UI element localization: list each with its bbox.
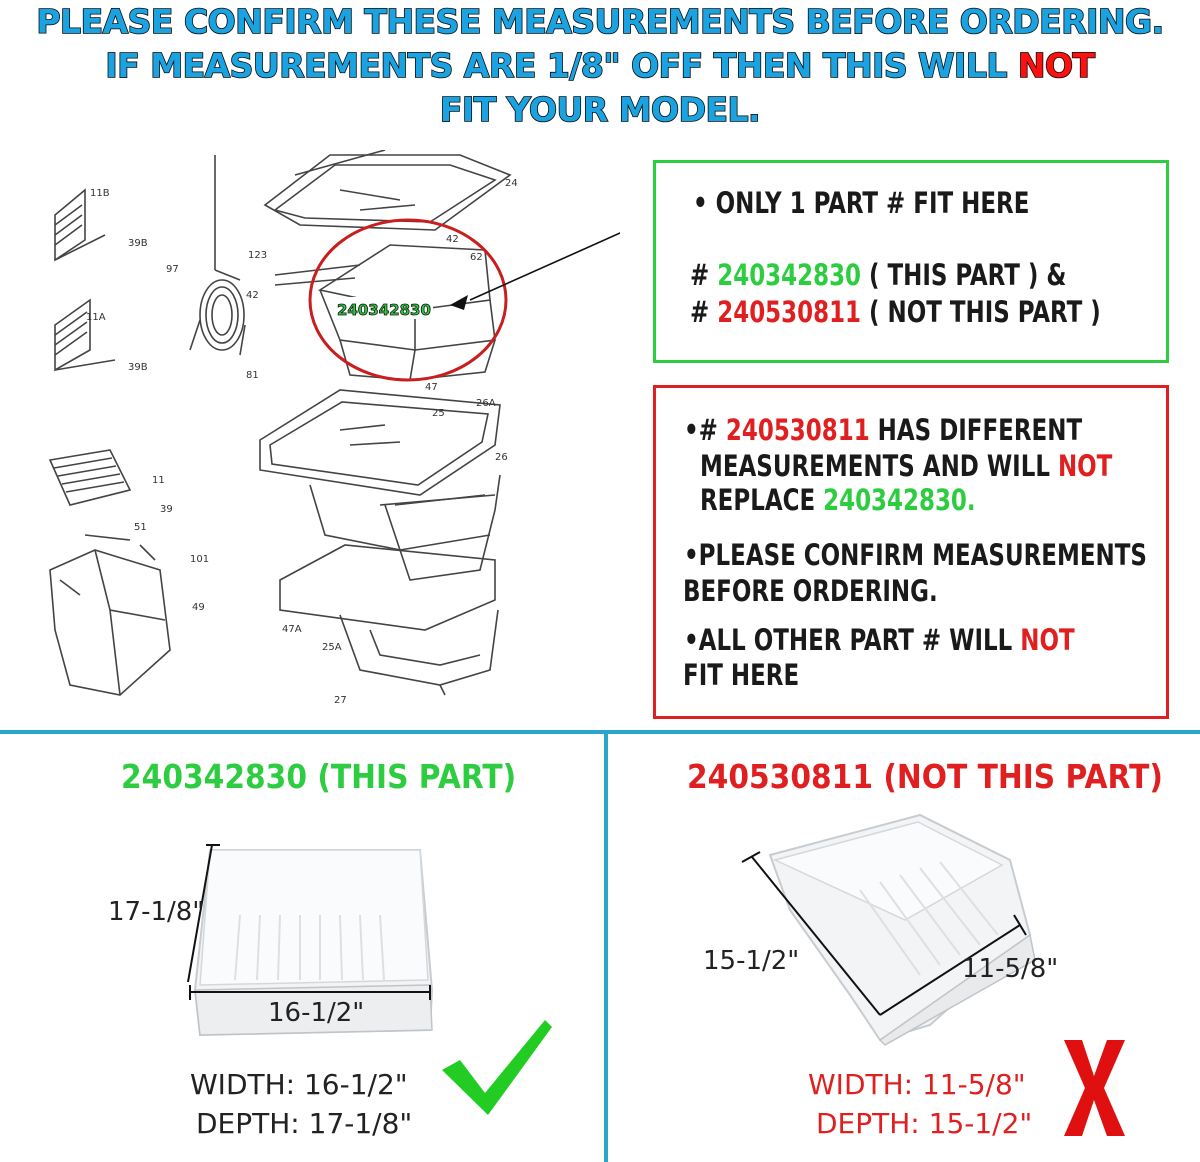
svg-text:101: 101 <box>190 554 210 565</box>
svg-text:51: 51 <box>134 522 147 533</box>
svg-text:81: 81 <box>246 370 259 381</box>
not-this-part-depth-text: DEPTH: 15-1/2" <box>816 1107 1033 1140</box>
svg-text:39B: 39B <box>128 362 148 373</box>
warning-replace: REPLACE <box>700 483 824 517</box>
svg-text:26: 26 <box>495 452 508 463</box>
confirm-line-2: BEFORE ORDERING. <box>683 574 938 608</box>
this-part-width-dim: 16-1/2" <box>268 998 365 1028</box>
svg-text:27: 27 <box>334 695 347 706</box>
check-icon <box>440 1015 555 1120</box>
warning-measurements: MEASUREMENTS AND WILL <box>700 449 1058 483</box>
x-icon <box>1062 1038 1127 1138</box>
svg-text:25A: 25A <box>322 642 342 653</box>
callout-part-number: 240342830 <box>337 301 431 319</box>
warning-not-2: NOT <box>1020 623 1075 657</box>
warning-not-1: NOT <box>1057 449 1113 483</box>
not-this-part-title: 240530811 (NOT THIS PART) <box>687 757 1163 796</box>
svg-text:62: 62 <box>470 252 483 263</box>
svg-text:26A: 26A <box>476 398 496 409</box>
not-this-part-line <box>690 295 1101 329</box>
svg-text:24: 24 <box>505 178 518 189</box>
warning-replace-part: 240342830. <box>823 483 976 517</box>
hash-2: # <box>690 295 718 329</box>
other-parts-line-1 <box>684 623 1075 657</box>
svg-text:39: 39 <box>160 504 173 515</box>
vertical-divider <box>604 730 608 1162</box>
header-line-1: PLEASE CONFIRM THESE MEASUREMENTS BEFORE ORDERING. <box>36 2 1164 41</box>
header-not: NOT <box>1017 46 1095 85</box>
horizontal-divider <box>0 730 1200 734</box>
this-part-depth-dim: 17-1/8" <box>108 897 205 927</box>
not-this-part-label: ( NOT THIS PART ) <box>861 295 1101 329</box>
not-this-part-depth-dim: 15-1/2" <box>703 946 800 976</box>
svg-text:49: 49 <box>192 602 205 613</box>
not-this-part-width-dim: 11-5/8" <box>962 954 1059 984</box>
not-this-part-number: 240530811 <box>717 295 862 329</box>
only-one-part-text: • ONLY 1 PART # FIT HERE <box>693 186 1030 220</box>
svg-text:25: 25 <box>432 408 445 419</box>
svg-text:39B: 39B <box>128 238 148 249</box>
warning-bullet-1: •# <box>684 413 726 447</box>
svg-text:123: 123 <box>248 250 268 261</box>
this-part-width-text: WIDTH: 16-1/2" <box>190 1068 408 1101</box>
svg-text:47A: 47A <box>282 624 302 635</box>
this-part-depth-text: DEPTH: 17-1/8" <box>196 1107 413 1140</box>
header-line-3: FIT YOUR MODEL. <box>439 90 761 129</box>
svg-text:42: 42 <box>446 234 459 245</box>
this-part-line <box>690 258 1066 292</box>
svg-text:47: 47 <box>425 382 438 393</box>
other-parts-line-2: FIT HERE <box>683 658 800 692</box>
svg-text:11A: 11A <box>86 312 106 323</box>
not-this-part-drawer-image <box>730 810 1060 1050</box>
warning-part-number: 240530811 <box>725 413 870 447</box>
header-line-2 <box>0 46 1200 85</box>
hash-1: # <box>690 258 718 292</box>
svg-text:11: 11 <box>152 475 165 486</box>
this-part-number: 240342830 <box>717 258 862 292</box>
warning-line-1 <box>684 413 1082 447</box>
header-line-2-text: IF MEASUREMENTS ARE 1/8" OFF THEN THIS WILL <box>105 46 1018 85</box>
parts-diagram <box>40 150 620 715</box>
warning-has-different: HAS DIFFERENT <box>869 413 1083 447</box>
warning-line-3 <box>700 483 976 517</box>
other-parts-text: •ALL OTHER PART # WILL <box>684 623 1021 657</box>
svg-text:97: 97 <box>166 264 179 275</box>
svg-text:11B: 11B <box>90 188 110 199</box>
this-part-title: 240342830 (THIS PART) <box>121 757 517 796</box>
warning-line-2 <box>700 449 1112 483</box>
confirm-line-1: •PLEASE CONFIRM MEASUREMENTS <box>684 538 1147 572</box>
not-this-part-width-text: WIDTH: 11-5/8" <box>808 1068 1026 1101</box>
this-part-label: ( THIS PART ) & <box>861 258 1067 292</box>
svg-text:42: 42 <box>246 290 259 301</box>
